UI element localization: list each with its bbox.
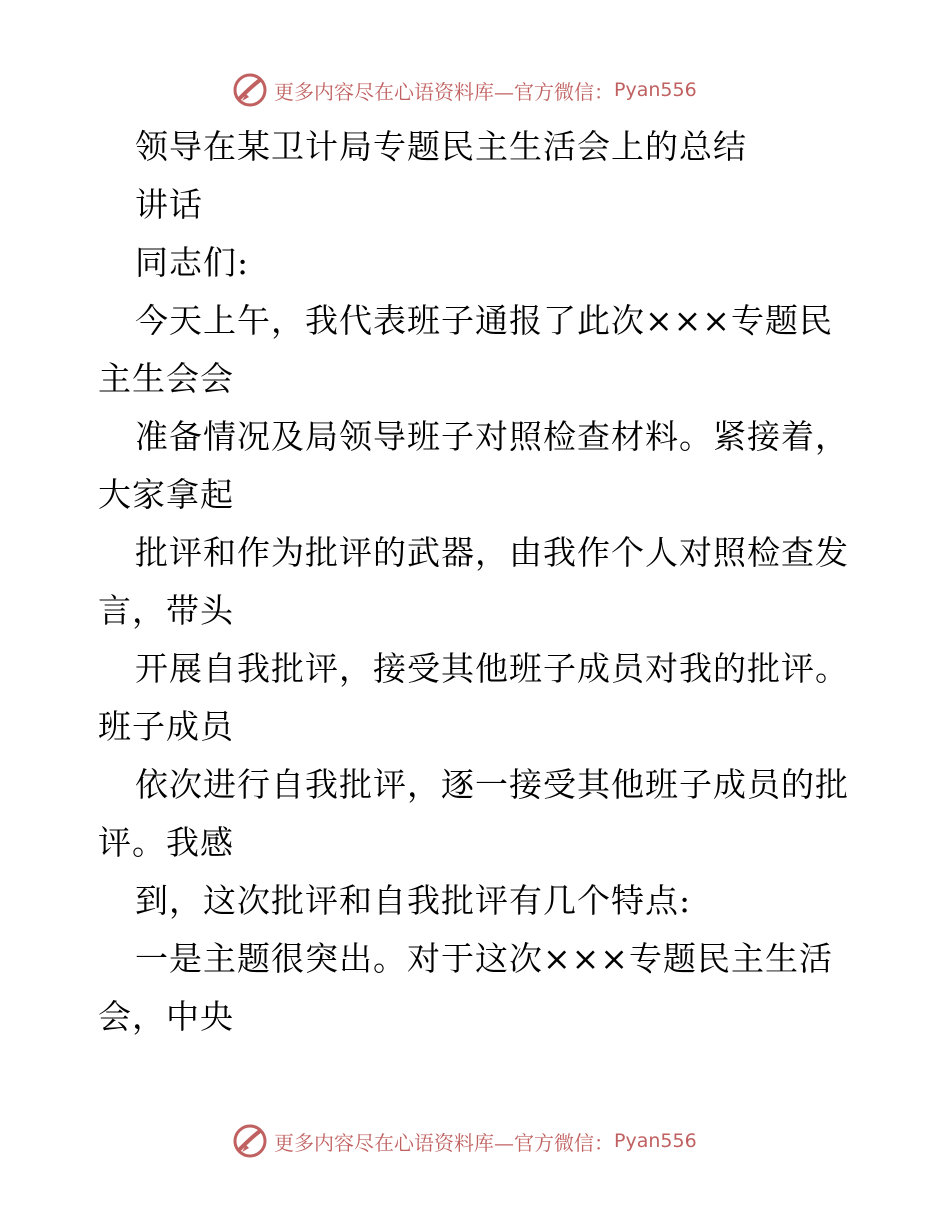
watermark-text: 更多内容尽在心语资料库—官方微信： [274,1130,614,1155]
footer-watermark [232,1121,752,1161]
paragraph-line: 准备情况及局领导班子对照检查材料。紧接着， [135,417,849,456]
document-body [98,118,858,1046]
salutation: 同志们: [135,243,250,282]
pen-logo-icon [232,1123,268,1159]
paragraph-line: 依次进行自我批评，逐一接受其他班子成员的批 [135,765,849,804]
paragraph-line: 班子成员 [98,707,234,746]
paragraph-line: 会，中央 [98,997,234,1036]
watermark-contact: Pyan556 [614,79,697,101]
document-title-line-2: 讲话 [135,185,203,224]
document-title-line-1: 领导在某卫计局专题民主生活会上的总结 [135,127,747,166]
paragraph-line: 到，这次批评和自我批评有几个特点: [135,881,692,920]
watermark-contact: Pyan556 [614,1130,697,1152]
paragraph-line: 评。我感 [98,823,234,862]
header-watermark [232,70,752,110]
paragraph-line: 批评和作为批评的武器，由我作个人对照检查发 [135,533,849,572]
paragraph-line: 一是主题很突出。对于这次×××专题民主生活 [135,939,833,978]
watermark-text: 更多内容尽在心语资料库—官方微信： [274,79,614,104]
paragraph-line: 今天上午，我代表班子通报了此次×××专题民 [135,301,833,340]
paragraph-line: 言，带头 [98,591,234,630]
paragraph-line: 开展自我批评，接受其他班子成员对我的批评。 [135,649,849,688]
pen-logo-icon [232,72,268,108]
paragraph-line: 大家拿起 [98,475,234,514]
paragraph-line: 主生会会 [98,359,234,398]
